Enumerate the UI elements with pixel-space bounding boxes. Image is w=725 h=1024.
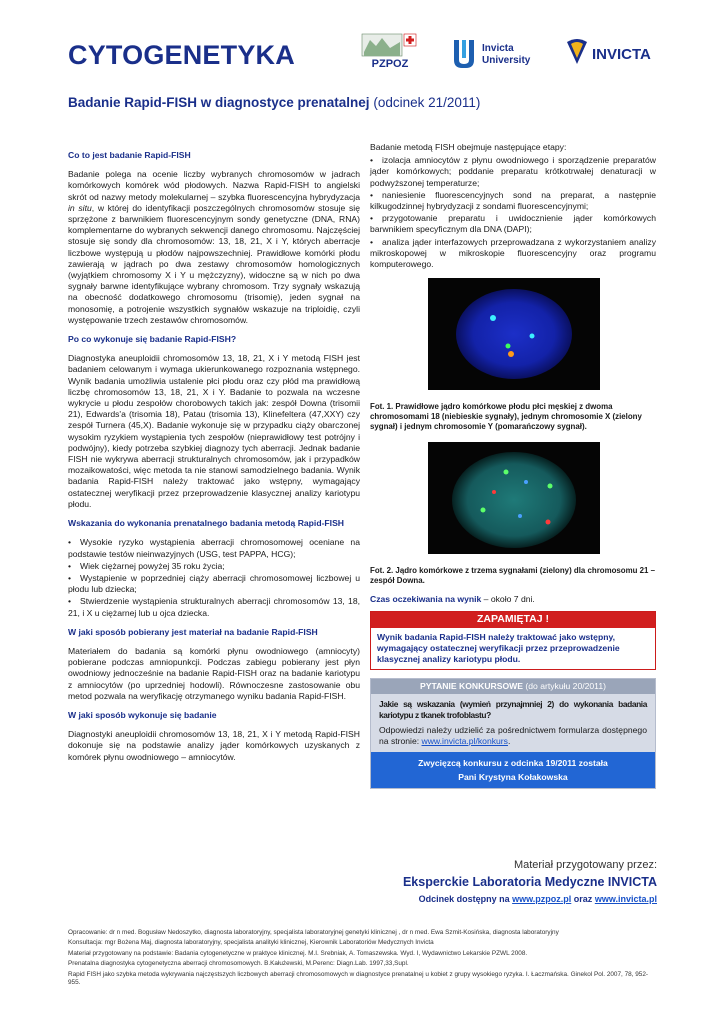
fish-nucleus-image-1	[428, 278, 600, 390]
list-item: • przygotowanie preparatu i uwidocznienie jąder komórkowych barwnikiem specyficznym dla DNA (DAPI);	[370, 213, 656, 235]
prepared-by-label: Materiał przygotowany przez:	[513, 859, 657, 871]
section-heading-what: Co to jest badanie Rapid-FISH	[68, 150, 191, 160]
pzpoz-logo	[360, 32, 418, 70]
page-title: CYTOGENETYKA	[68, 40, 295, 70]
footer-line: Rapid FISH jako szybka metoda wykrywania najczęstszych liczbowych aberracji chromosomowych w diagnostyce prenatalnej u kobiet z grupy wysokiego ryzyka. I. Łaczmańska. Ginekol Pol. 2007, 78, 952-955.	[68, 970, 649, 987]
list-item: • izolacja amniocytów z płynu owodniowego i sporządzenie preparatów jąder komórkowych; poddanie preparatu krótkotrwałej denaturacji w podwyższonej temperaturze;	[370, 155, 656, 188]
logo-strip	[360, 32, 660, 72]
contest-link[interactable]: www.invicta.pl/konkurs	[421, 735, 508, 746]
section-body-why: Diagnostyka aneuploidii chromosomów 13, 18, 21, X i Y metodą FISH jest badaniem celowanym i wymaga ukierunkowanego rozpoznania wstępnego. Wynik badania umożliwia ustalenie płci płodu oraz czy płód ma prawidłową liczbę chromosomów 13, 18, 21, X i Y. Badanie to pozwala na wczesne wykrycie u płodu zespołów chorobowych takich jak: zespół Downa (trisomii 21), Edwards'a (trisomia 18), Patau (trisomia 13), Klinefeltera (47,XXY) czy zespół Turnera (45,X). Badanie wykonuje się w przypadku ciąży obarczonej wysokim ryzykiem wystąpienia tych zespołów (nieprawidłowy test potrójny i podwójny), kiedy potrzeba szybkiej diagnozy tych aberracji. Jednak badanie FISH nie wykrywa aberracji strukturalnych chromosomów, jak i przypadków mozaikowatości, więc metoda ta nie stanowi samodzielnego badania. Wynik badania Rapid-FISH należy traktować jako wstępny, wymagający ostatecznej weryfikacji przez przeprowadzenie klasycznej analizy kariotypu płodu.	[68, 353, 360, 509]
list-item: • analiza jąder interfazowych przeprowadzana z wykorzystaniem analizy mikroskopowej w mikroskopie fluorescencyjny oraz programu komputerowego.	[370, 236, 656, 270]
footer-credits	[68, 929, 660, 989]
waiting-time	[370, 594, 656, 605]
left-column	[68, 150, 360, 771]
waiting-time-value: – około 7 dni.	[481, 594, 535, 605]
subtitle-main: Badanie Rapid-FISH w diagnostyce prenatalnej	[68, 95, 370, 110]
section-heading-procedure: W jaki sposób wykonuje się badanie	[68, 709, 217, 720]
contest-title: PYTANIE KONKURSOWE (do artykułu 20/2011)	[371, 679, 655, 694]
fish-photo-normal	[428, 278, 600, 390]
figure-1-caption: Fot. 1. Prawidłowe jądro komórkowe płodu płci męskiej z dwoma chromosomami 18 (niebieskie sygnały), jednym chromosomie X (zielony sygnał) i jednym chromosomie Y (pomarańczowy sygnał).	[370, 402, 642, 432]
article-subtitle	[68, 95, 480, 110]
section-body-sampling: Materiałem do badania są komórki płynu owodniowego (amniocyty) pobierane podczas amniopunkcji. Podczas zabiegu pobierany jest płyn owodniowy jednocześnie na badanie Rapid-FISH oraz na badanie kariotypu z amniocytów (po uprzedniej hodowli). Równoczesne zastosowanie obu metod pozwala na weryfikację otrzymanego wyniku badania Rapid-FISH.	[68, 645, 360, 701]
section-heading-indications: Wskazania do wykonania prenatalnego badania metodą Rapid-FISH	[68, 518, 345, 529]
footer-line: Opracowanie: dr n med. Bogusław Nedoszytko, diagnosta laboratoryjny, specjalista laboratoryjnej genetyki klinicznej , dr n med. Ewa Szmit-Kosińska, diagnosta laboratoryjny	[68, 929, 559, 936]
invicta-link[interactable]: www.invicta.pl	[594, 894, 657, 904]
list-item: • Wiek ciężarnej powyżej 35 roku życia;	[68, 560, 225, 571]
list-item: • naniesienie fluorescencyjnych sond na preparat, a następnie kilkugodzinnej hybrydyzacji z sondami fluorescencyjnymi;	[370, 189, 656, 212]
invicta-university-logo	[452, 34, 552, 70]
subtitle-episode: (odcinek 21/2011)	[373, 95, 481, 110]
invicta-logo	[565, 38, 665, 68]
invicta-logo-text: INVICTA	[592, 46, 651, 63]
iu-logo-line2: University	[482, 55, 531, 66]
steps-list	[370, 155, 656, 270]
remember-box	[370, 611, 656, 669]
fish-nucleus-image-2	[428, 442, 600, 554]
footer-line: Konsultacja: mgr Bożena Maj, diagnosta laboratoryjny, specjalista analityki klinicznej, Kierownik Laboratoriów Medycznych Invicta	[68, 939, 434, 947]
prepared-by	[403, 859, 657, 904]
section-body-procedure: Diagnostyki aneuploidii chromosomów 13, 18, 21, X i Y metodą Rapid-FISH dokonuje się na podstawie analizy jąder komórkowych uzyskanych z komórek płynu owodniowego – amniocytów.	[68, 729, 360, 762]
section-heading-sampling: W jaki sposób pobierany jest materiał na badanie Rapid-FISH	[68, 626, 318, 637]
steps-intro: Badanie metodą FISH obejmuje następujące etapy:	[370, 142, 567, 152]
indications-list	[68, 537, 360, 618]
right-column	[370, 142, 656, 789]
prepared-by-org: Eksperckie Laboratoria Medyczne INVICTA	[402, 875, 657, 889]
iu-logo-line1: Invicta	[482, 43, 514, 54]
contest-instructions: Odpowiedzi należy udzielić za pośrednictwem formularza dostępnego na stronie: www.invicta.pl/konkurs.	[379, 724, 647, 746]
list-item: • Wystąpienie w poprzedniej ciąży aberracji chromosomowej liczbowej u płodu lub dziecka;	[68, 572, 360, 595]
waiting-time-label: Czas oczekiwania na wynik	[370, 594, 482, 605]
pzpoz-logo-text: PZPOZ	[371, 58, 409, 70]
remember-text: Wynik badania Rapid-FISH należy traktować jako wstępny, wymagający ostatecznej weryfikacji przez przeprowadzenie klasycznej analizy kariotypu płodu.	[377, 631, 620, 664]
figure-2-caption: Fot. 2. Jądro komórkowe z trzema sygnałami (zielony) dla chromosomu 21 – zespół Downa.	[370, 566, 656, 586]
contest-body	[371, 694, 655, 752]
remember-title: ZAPAMIĘTAJ !	[371, 612, 655, 627]
contest-winner: Zwycięzcą konkursu z odcinka 19/2011 została Pani Krystyna Kołakowska	[371, 752, 655, 788]
fish-photo-down-syndrome	[428, 442, 600, 554]
episode-availability: Odcinek dostępny na www.pzpoz.pl oraz www.invicta.pl	[418, 894, 657, 904]
footer-line: Prenatalna diagnostyka cytogenetyczna aberracji chromosomowych. B.Kałużewski, M.Perenc: Diagn.Lab. 1997,33,Supl.	[68, 960, 409, 968]
list-item: • Stwierdzenie wystąpienia strukturalnych aberracji chromosomów 13, 18, 21, i X u ciężarnej lub u ojca dziecka.	[68, 596, 360, 618]
list-item: • Wysokie ryzyko wystąpienia aberracji chromosomowej oceniane na podstawie testów nieinwazyjnych (USG, test PAPPA, HCG);	[68, 537, 360, 559]
pzpoz-link[interactable]: www.pzpoz.pl	[512, 894, 572, 904]
contest-box	[370, 678, 656, 789]
contest-question: Jakie są wskazania (wymień przynajmniej 2) do wykonania badania kariotypu z tkanek trofoblastu?	[379, 698, 647, 720]
section-body-what: Badanie polega na ocenie liczby wybranych chromosomów w jadrach komórkowych komórek wód płodowych. Nazwa Rapid-FISH to angielski skrót od nazwy metody molekularnej – szybka fluorescencyjna hybrydyzacja in situ, w której do identyfikacji poszczególnych chromosomów stosuje się sprzężone z barwnikiem fluorescencyjnym sondy genetyczne (DNA, RNA) komplementarne do wybranych sekwencji danego chromosomu. Najczęściej stosuje się sondy dla chromosomów: 13, 18, 21, X i Y, których aberracje liczbowe występują u płodów najpowszechniej. Prawidłowe komórki płodu zawierają w jądrach po dwa zestawy chromosomów homologicznych (wyjątkiem chromosomy X i Y u mężczyzny), widoczne są w nich po dwa sygnały barwne identyfikujące wybrany chromosom. Trzy sygnały wskazują na obecność dodatkowego chromosomu (trisomię), jeden sygnał na monosomię, a potrojenie wszystkich sygnałów wskazuje na triploidię, czyli występowanie trzech zestawów chromosomów.	[68, 169, 360, 325]
footer-line: Materiał przygotowany na podstawie: Badania cytogenetyczne w praktyce klinicznej. M.I. Srebniak, A. Tomaszewska. Wyd. I, Wydawnictwo Lekarskie PZWL 2008.	[68, 949, 528, 957]
section-heading-why: Po co wykonuje się badanie Rapid-FISH?	[68, 334, 237, 345]
